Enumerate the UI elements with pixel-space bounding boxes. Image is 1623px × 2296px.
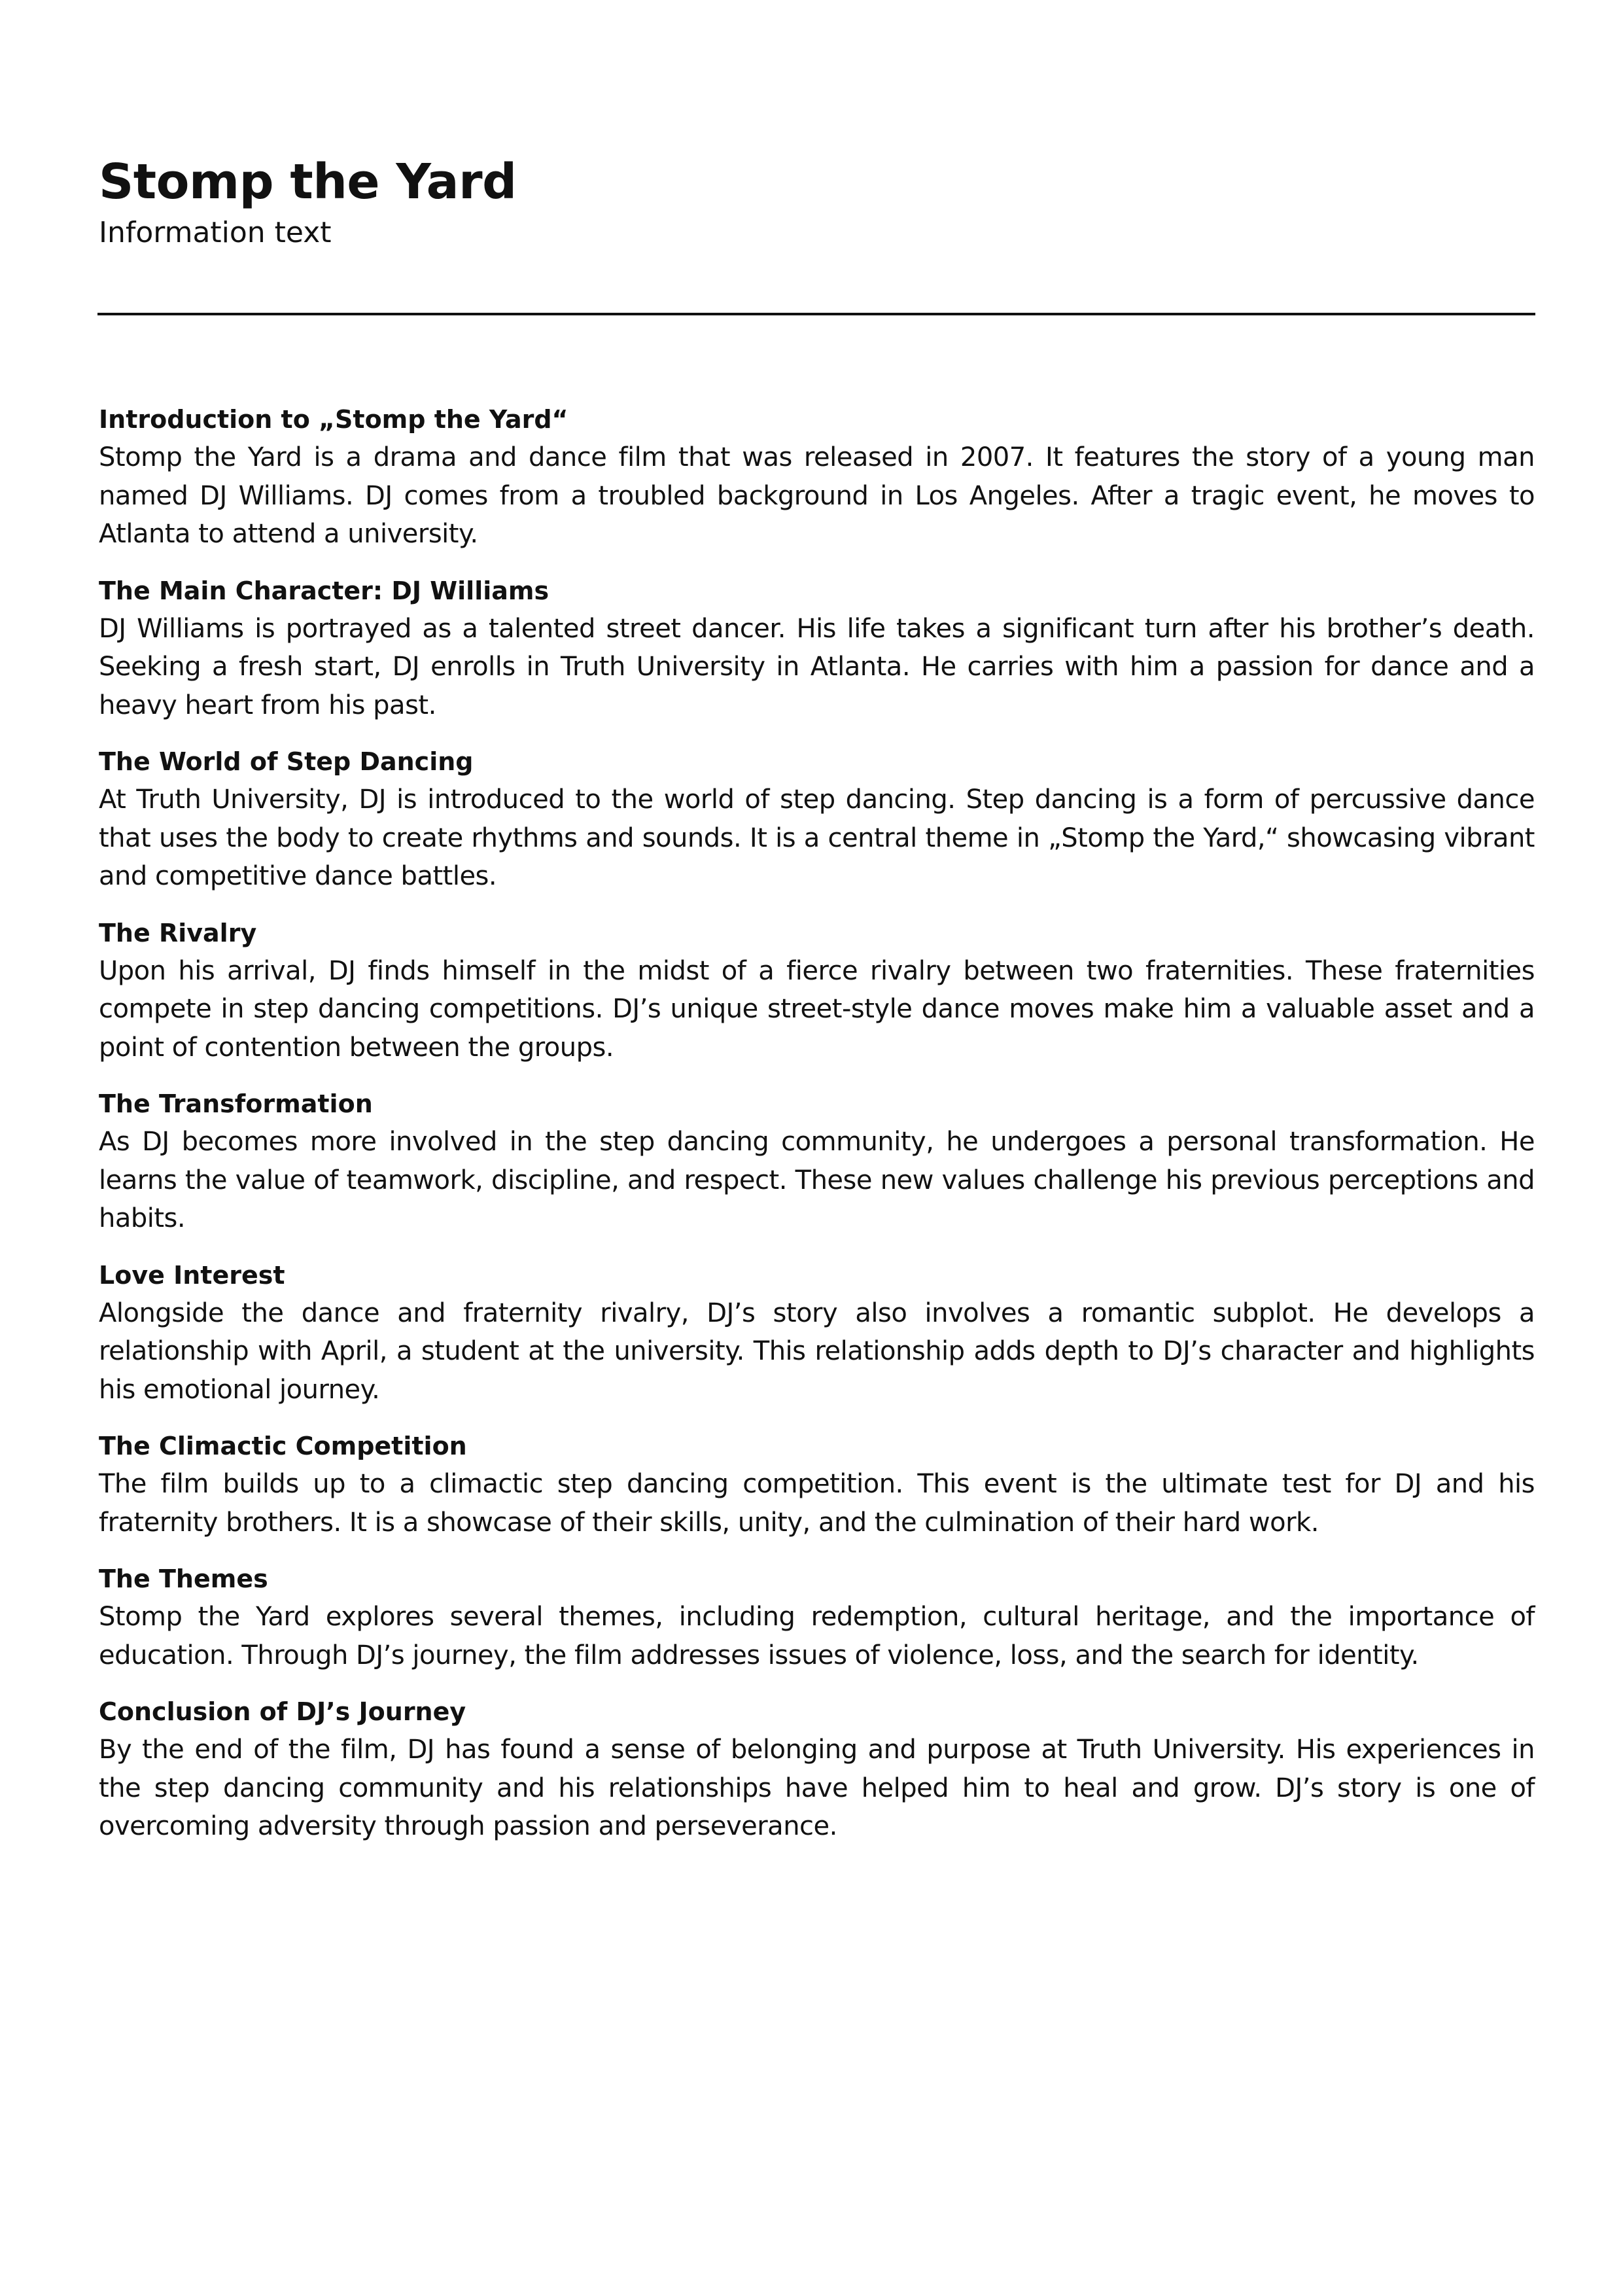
section-heading: The Themes [99, 1564, 268, 1593]
section-heading: Introduction to „Stomp the Yard“ [99, 405, 568, 434]
section-heading: The Transformation [99, 1089, 373, 1118]
section-paragraph: The film builds up to a climactic step dancing competition. This event is the ultimate test for DJ and his fraternity brothers. It is a showcase of their skills, unity, and the culmination of their hard work. [99, 1469, 1535, 1538]
section-step-dancing [99, 743, 1535, 896]
section-main-character [99, 572, 1535, 725]
document-title: Stomp the Yard [99, 154, 517, 210]
header-divider [97, 313, 1535, 315]
section-heading: The Rivalry [99, 918, 257, 947]
section-paragraph: At Truth University, DJ is introduced to the world of step dancing. Step dancing is a form of percussive dance that uses the body to create rhythms and sounds. It is a central theme in „Stomp the Yard,“ showcasing vibrant and competitive dance battles. [99, 785, 1535, 891]
section-transformation [99, 1085, 1535, 1238]
document-body [99, 400, 1535, 1864]
section-paragraph: Upon his arrival, DJ finds himself in the midst of a fierce rivalry between two fraternities. These fraternities compete in step dancing competitions. DJ’s unique street-style dance moves make him a valuable asset and a point of contention between the groups. [99, 955, 1535, 1063]
section-heading: The Climactic Competition [99, 1432, 467, 1460]
document-subtitle: Information text [99, 216, 332, 249]
section-rivalry [99, 914, 1535, 1067]
section-heading: The World of Step Dancing [99, 747, 474, 776]
section-heading: The Main Character: DJ Williams [99, 576, 550, 605]
section-conclusion [99, 1693, 1535, 1846]
section-heading: Conclusion of DJ’s Journey [99, 1697, 466, 1726]
section-introduction [99, 400, 1535, 554]
section-climactic-competition [99, 1427, 1535, 1542]
section-paragraph: As DJ becomes more involved in the step dancing community, he undergoes a personal transformation. He learns the value of teamwork, discipline, and respect. These new values challenge his previous perceptions and habits. [99, 1127, 1535, 1233]
section-heading: Love Interest [99, 1260, 285, 1290]
section-paragraph: Stomp the Yard explores several themes, including redemption, cultural heritage, and the importance of education. Through DJ’s journey, the film addresses issues of violence, loss, and the search for identity. [99, 1602, 1535, 1670]
section-love-interest [99, 1256, 1535, 1409]
section-paragraph: Stomp the Yard is a drama and dance film that was released in 2007. It features the story of a young man named DJ Williams. DJ comes from a troubled background in Los Angeles. After a tragic event, he moves to Atlanta to attend a university. [99, 442, 1535, 549]
section-paragraph: By the end of the film, DJ has found a sense of belonging and purpose at Truth University. His experiences in the step dancing community and his relationships have helped him to heal and grow. DJ’s story is one of overcoming adversity through passion and perseverance. [99, 1735, 1535, 1841]
section-themes [99, 1560, 1535, 1674]
document-page [99, 0, 1535, 2296]
section-paragraph: Alongside the dance and fraternity rivalry, DJ’s story also involves a romantic subplot. He develops a relationship with April, a student at the university. This relationship adds depth to DJ’s character and highlights his emotional journey. [99, 1298, 1535, 1405]
section-paragraph: DJ Williams is portrayed as a talented street dancer. His life takes a significant turn after his brother’s death. Seeking a fresh start, DJ enrolls in Truth University in Atlanta. He carries with him a passion for dance and a heavy heart from his past. [99, 613, 1535, 720]
